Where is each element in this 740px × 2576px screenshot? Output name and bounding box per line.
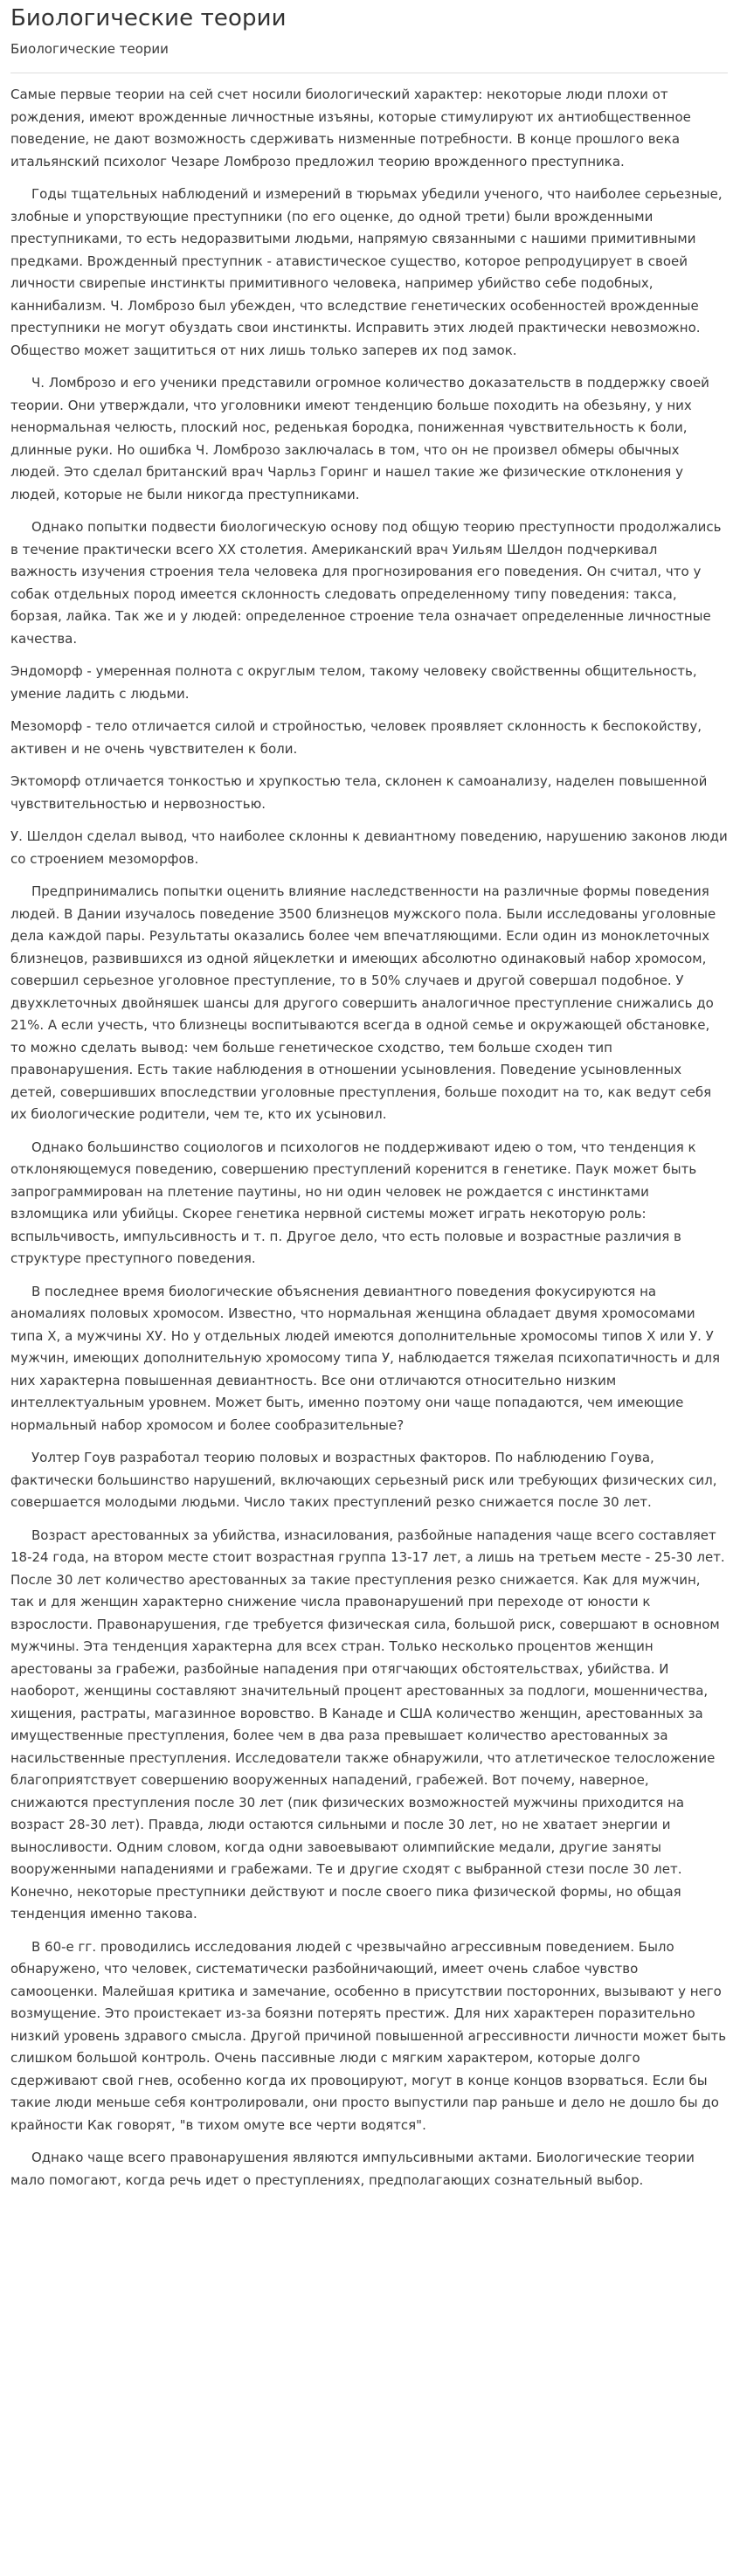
paragraph: Годы тщательных наблюдений и измерений в тюрьмах убедили ученого, что наиболее серьезные, злобные и упорствующие преступники (по его оценке, до одной трети) были врожденными преступниками, то есть недоразвитыми людьми, напрямую связанными с нашими примитивными предками. Врожденный преступник - атавистическое существо, которое репродуцирует в своей личности свирепые инстинкты примитивного человека, например убийство себе подобных, каннибализм. Ч. Ломброзо был убежден, что вследствие генетических особенностей врожденные преступники не могут обуздать свои инстинкты. Исправить этих людей практически невозможно. Общество может защититься от них лишь только заперев их под замок.	[10, 186, 723, 358]
article-body	[10, 84, 728, 2192]
paragraph: В последнее время биологические объяснения девиантного поведения фокусируются на аномалиях половых хромосом. Известно, что нормальная женщина обладает двумя хромосомами типа X, а мужчины ХУ. Но у отдельных людей имеются дополнительные хромосомы типов X или У. У мужчин, имеющих дополнительную хромосому типа У, наблюдается тяжелая психопатичность и для них характерна повышенная девиантность. Все они отличаются относительно низким интеллектуальным уровнем. Может быть, именно поэтому они чаще попадаются, чем имеющие нормальный набор хромосом и более сообразительные?	[10, 1283, 721, 1433]
paragraph: Однако попытки подвести биологическую основу под общую теорию преступности продолжались в течение практически всего XX столетия. Американский врач Уильям Шелдон подчеркивал важность изучения строения тела человека для прогнозирования его поведения. Он считал, что у собак отдельных пород имеется склонность следовать определенному типу поведения: такса, борзая, лайка. Так же и у людей: определенное строение тела означает определенные личностные качества.	[10, 519, 722, 647]
paragraph: Эндоморф - умеренная полнота с округлым телом, такому человеку свойственны общительность, умение ладить с людьми.	[10, 663, 697, 702]
page-title: Биологические теории	[10, 5, 287, 31]
paragraph: Предпринимались попытки оценить влияние наследственности на различные формы поведения людей. В Дании изучалось поведение 3500 близнецов мужского пола. Были исследованы уголовные дела каждой пары. Результаты оказались более чем впечатляющими. Если один из моноклеточных близнецов, развившихся из одной яйцеклетки и имеющих абсолютно одинаковый набор хромосом, совершил серьезное уголовное преступление, то в 50% случаев и другой совершал подобное. У двухклеточных двойняшек шансы для другого совершить аналогичное преступление снижались до 21%. А если учесть, что близнецы воспитываются всегда в одной семье и окружающей обстановке, то можно сделать вывод: чем больше генетическое сходство, тем больше сходен тип правонарушения. Есть такие наблюдения в отношении усыновления. Поведение усыновленных детей, совершивших впоследствии уголовные преступления, больше походит на то, как ведут себя их биологические родители, чем те, кто их усыновил.	[10, 883, 716, 1122]
paragraph: Однако чаще всего правонарушения являются импульсивными актами. Биологические теории мало помогают, когда речь идет о преступлениях, предполагающих сознательный выбор.	[10, 2150, 695, 2188]
paragraph: Самые первые теории на сей счет носили биологический характер: некоторые люди плохи от рождения, имеют врожденные личностные изъяны, которые стимулируют их антиобщественное поведение, не дают возможность сдерживать низменные потребности. В конце прошлого века итальянский психолог Чезаре Ломброзо предложил теорию врожденного преступника.	[10, 87, 691, 170]
paragraph: Возраст арестованных за убийства, изнасилования, разбойные нападения чаще всего составляет 18-24 года, на втором месте стоит возрастная группа 13-17 лет, а лишь на третьем месте - 25-30 лет. После 30 лет количество арестованных за такие преступления резко снижается. Как для мужчин, так и для женщин характерно снижение числа правонарушений при переходе от юности к взрослости. Правонарушения, где требуется физическая сила, большой риск, совершают в основном мужчины. Эта тенденция характерна для всех стран. Только несколько процентов женщин арестованы за грабежи, разбойные нападения при отягчающих обстоятельствах, убийства. И наоборот, женщины составляют значительный процент арестованных за подлоги, мошенничества, хищения, растраты, магазинное воровство. В Канаде и США количество женщин, арестованных за имущественные преступления, более чем в два раза превышает количество арестованных за насильственные преступления. Исследователи также обнаружили, что атлетическое телосложение благоприятствует совершению вооруженных нападений, грабежей. Вот почему, наверное, снижаются преступления после 30 лет (пик физических возможностей мужчины приходится на возраст 28-30 лет). Правда, люди остаются сильными и после 30 лет, но не хватает энергии и выносливости. Одним словом, когда одни завоевывают олимпийские медали, другие заняты вооруженными нападениями и грабежами. Те и другие сходят с выбранной стези после 30 лет. Конечно, некоторые преступники действуют и после своего пика физической формы, но общая тенденция именно такова.	[10, 1527, 725, 1922]
paragraph: Уолтер Гоув разработал теорию половых и возрастных факторов. По наблюдению Гоува, фактически большинство нарушений, включающих серьезный риск или требующих физических сил, совершается молодыми людьми. Число таких преступлений резко снижается после 30 лет.	[10, 1450, 717, 1510]
paragraph: Ч. Ломброзо и его ученики представили огромное количество доказательств в поддержку своей теории. Они утверждали, что уголовники имеют тенденцию больше походить на обезьяну, у них ненормальная челюсть, плоский нос, реденькая бородка, пониженная чувствительность к боли, длинные руки. Но ошибка Ч. Ломброзо заключалась в том, что он не произвел обмеры обычных людей. Это сделал британский врач Чарльз Горинг и нашел такие же физические отклонения у людей, которые не были никогда преступниками.	[10, 375, 709, 502]
paragraph: Однако большинство социологов и психологов не поддерживают идею о том, что тенденция к отклоняющемуся поведению, совершению преступлений коренится в генетике. Паук может быть запрограммирован на плетение паутины, но ни один человек не рождается с инстинктами взломщика или убийцы. Скорее генетика нервной системы может играть некоторую роль: вспыльчивость, импульсивность и т. п. Другое дело, что есть половые и возрастные различия в структуре преступного поведения.	[10, 1139, 697, 1266]
paragraph: У. Шелдон сделал вывод, что наиболее склонны к девиантному поведению, нарушению законов люди со строением мезоморфов.	[10, 828, 728, 867]
page-subtitle: Биологические теории	[10, 41, 169, 57]
paragraph: Эктоморф отличается тонкостью и хрупкостью тела, склонен к самоанализу, наделен повышенной чувствительностью и нервозностью.	[10, 773, 708, 812]
paragraph: В 60-е гг. проводились исследования людей с чрезвычайно агрессивным поведением. Было обнаружено, что человек, систематически разбойничающий, имеет очень слабое чувство самооценки. Малейшая критика и замечание, особенно в присутствии посторонних, вызывают у него возмущение. Это проистекает из-за боязни потерять престиж. Для них характерен поразительно низкий уровень здравого смысла. Другой причиной повышенной агрессивности личности может быть слишком большой контроль. Очень пассивные люди с мягким характером, которые долго сдерживают свой гнев, особенно когда их провоцируют, могут в конце концов взорваться. Если бы такие люди меньше себя контролировали, они просто выпустили пар раньше и дело не дошло бы до крайности Как говорят, "в тихом омуте все черти водятся".	[10, 1938, 727, 2133]
paragraph: Мезоморф - тело отличается силой и стройностью, человек проявляет склонность к беспокойству, активен и не очень чувствителен к боли.	[10, 718, 702, 757]
